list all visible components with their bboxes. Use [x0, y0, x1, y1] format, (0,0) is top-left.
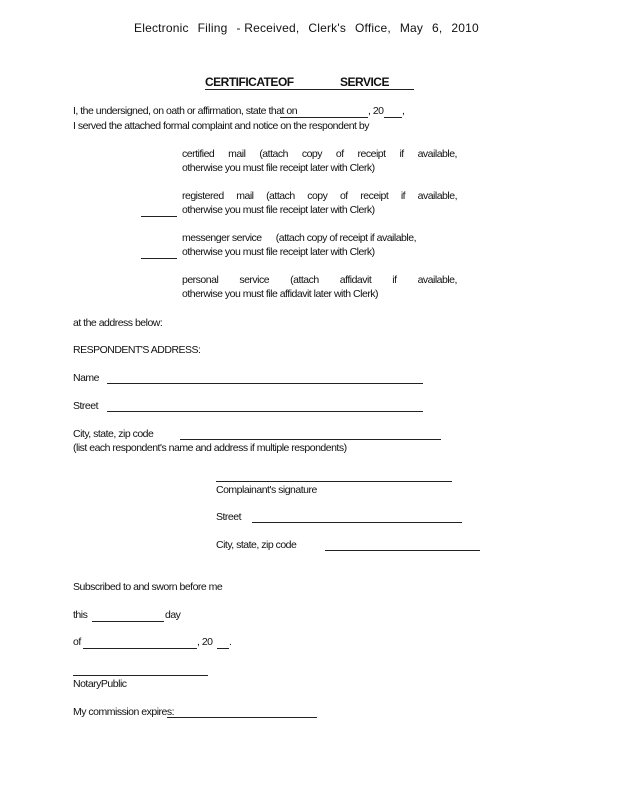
intro-comma: ,	[402, 105, 405, 117]
method-word: (attach	[266, 190, 295, 202]
header-word: 2010	[451, 21, 479, 35]
header-word: 6,	[432, 21, 443, 35]
complainant-city-line[interactable]	[325, 550, 480, 551]
method-word: receipt	[360, 190, 389, 202]
intro-line2: I served the attached formal complaint and notice on the respondent by	[73, 120, 369, 132]
respondent-street-label: Street	[73, 400, 99, 412]
address-below-label: at the address below:	[73, 317, 163, 329]
notary-year-line[interactable]	[217, 648, 229, 649]
method-word: available,	[417, 148, 457, 160]
intro-line1: I, the undersigned, on oath or affirmation, state that on	[73, 105, 298, 117]
method-certified-mail	[182, 147, 457, 175]
commission-expires-line[interactable]	[167, 717, 317, 718]
filing-stamp-header	[134, 21, 479, 35]
respondent-name-line[interactable]	[107, 383, 423, 384]
header-word: Electronic	[134, 21, 189, 35]
header-word: Office,	[355, 21, 391, 35]
notary-public-label: NotaryPublic	[73, 678, 127, 690]
method-word: receipt	[357, 148, 386, 160]
header-word: May	[399, 21, 424, 35]
method-note: otherwise you must file receipt later with Clerk)	[182, 204, 375, 216]
commission-expires-label: My commission expires:	[73, 706, 175, 718]
day-line[interactable]	[92, 621, 164, 622]
method-word: affidavit	[339, 274, 372, 286]
method-word: registered	[182, 190, 224, 202]
method-word: mail	[228, 148, 246, 160]
intro-year-prefix: , 20	[368, 105, 384, 117]
method-word: of	[335, 148, 344, 160]
method-word: if	[399, 148, 404, 160]
header-word: Filing	[197, 21, 228, 35]
respondent-city-label: City, state, zip code	[73, 428, 154, 440]
title-underline	[205, 89, 414, 90]
method-word: (attach	[259, 148, 288, 160]
method-personal-service	[182, 273, 457, 301]
header-word: Clerk's	[308, 21, 347, 35]
method-note: otherwise you must file receipt later with Clerk)	[182, 162, 375, 174]
method-word: of	[339, 190, 348, 202]
method-word: copy	[307, 190, 328, 202]
method-word: certified	[182, 148, 215, 160]
method-word: if	[400, 190, 406, 202]
respondent-note: (list each respondent's name and address if multiple respondents)	[73, 442, 347, 454]
method-note: otherwise you must file receipt later with Clerk)	[182, 246, 375, 258]
complainant-city-label: City, state, zip code	[216, 539, 297, 551]
method-note: otherwise you must file affidavit later with Clerk)	[182, 288, 379, 300]
complainant-signature-line[interactable]	[216, 481, 452, 482]
complainant-signature-label: Complainant's signature	[216, 484, 317, 496]
date-blank[interactable]	[280, 117, 368, 118]
registered-mail-checkbox-line[interactable]	[141, 216, 177, 217]
method-word: if	[392, 274, 397, 286]
method-messenger-service	[182, 231, 416, 259]
respondent-street-line[interactable]	[107, 411, 423, 412]
page-title-part1: CERTIFICATEOF	[205, 75, 294, 89]
method-word: (attach copy of receipt if available,	[275, 232, 416, 244]
year-prefix-label: , 20	[197, 636, 213, 648]
month-line[interactable]	[83, 648, 197, 649]
respondent-address-heading: RESPONDENT'S ADDRESS:	[73, 344, 201, 356]
notary-period: .	[229, 636, 232, 648]
header-word: - Received,	[236, 21, 300, 35]
method-word: mail	[236, 190, 254, 202]
year-blank[interactable]	[384, 117, 402, 118]
day-label: day	[165, 609, 181, 621]
messenger-service-checkbox-line[interactable]	[141, 258, 177, 259]
subscribed-label: Subscribed to and sworn before me	[73, 581, 223, 593]
notary-signature-line[interactable]	[73, 675, 208, 676]
complainant-street-label: Street	[216, 511, 242, 523]
method-word: copy	[301, 148, 322, 160]
method-word: personal	[182, 274, 219, 286]
complainant-street-line[interactable]	[252, 522, 462, 523]
this-label: this	[73, 609, 88, 621]
method-word: available,	[417, 274, 457, 286]
method-word: service	[239, 274, 270, 286]
of-label: of	[73, 636, 81, 648]
respondent-name-label: Name	[73, 372, 100, 384]
respondent-city-line[interactable]	[180, 439, 441, 440]
method-word: (attach	[290, 274, 319, 286]
method-word: available,	[417, 190, 457, 202]
page-title-part2: SERVICE	[340, 75, 389, 89]
method-word: messenger service	[182, 232, 262, 244]
method-registered-mail	[182, 189, 457, 217]
